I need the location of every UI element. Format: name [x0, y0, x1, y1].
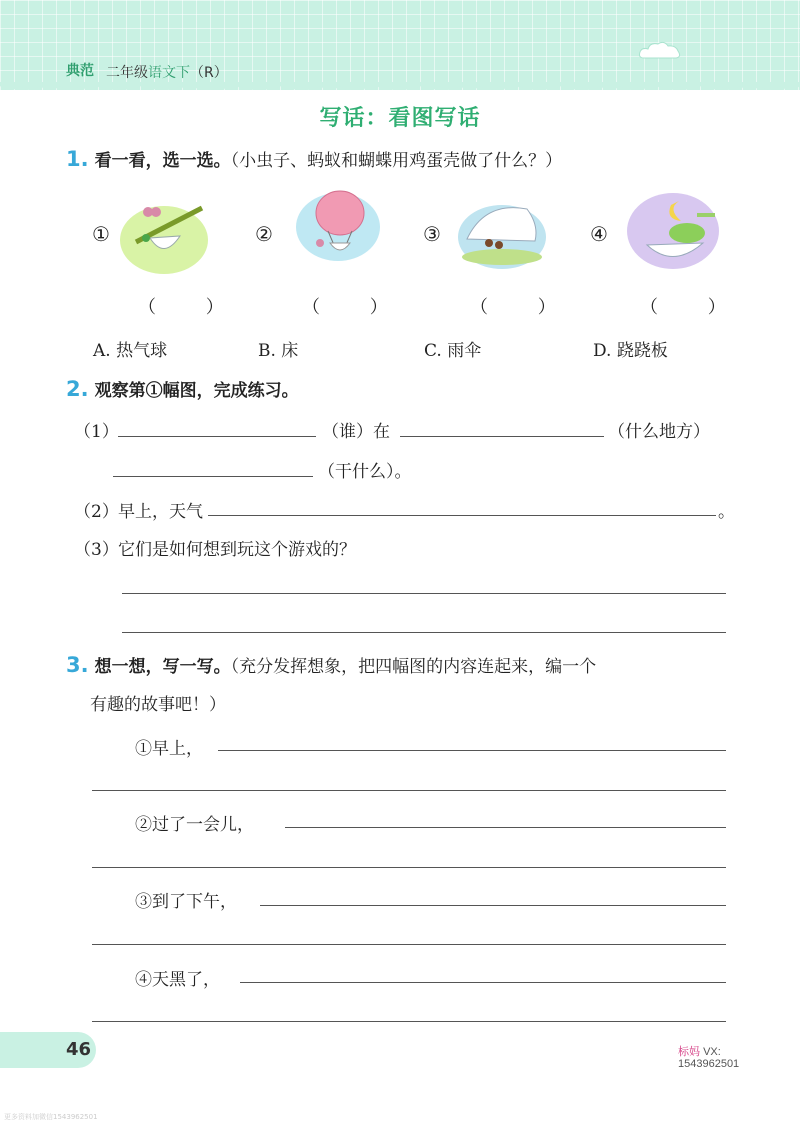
- q2-s2-blank[interactable]: [208, 515, 716, 516]
- picture-4-label: ④: [590, 222, 608, 246]
- q3-prompt-1: ①早上，: [135, 739, 203, 759]
- q2-s1-number: （1）: [74, 422, 119, 442]
- answer-blank-2[interactable]: （ ）: [302, 297, 410, 318]
- page-number-tab: [0, 1032, 96, 1068]
- cloud-icon: [638, 40, 682, 62]
- q2-title: 观察第①幅图，完成练习。: [94, 381, 299, 401]
- q3-number: 3.: [66, 653, 89, 677]
- footer-tiny-text: 更多资料加微信1543962501: [4, 1113, 98, 1121]
- q3-prompt-2: ②过了一会儿，: [135, 815, 254, 835]
- q3-prompt-3: ③到了下午，: [135, 892, 237, 912]
- subject-label: 语文下: [148, 65, 190, 81]
- option-d: D. 跷跷板: [593, 341, 668, 361]
- q3-heading: [66, 652, 596, 677]
- q3-line-2b[interactable]: [92, 867, 726, 868]
- watermark-vx: VX:: [703, 1046, 721, 1058]
- option-b: B. 床: [258, 341, 299, 361]
- answer-blank-3[interactable]: （ ）: [470, 297, 578, 318]
- q2-s1-who-blank[interactable]: [118, 436, 316, 437]
- q2-heading: [66, 376, 299, 401]
- q1-number: 1.: [66, 147, 89, 171]
- q2-s3-text: 它们是如何想到玩这个游戏的？: [118, 540, 356, 560]
- grade-subject: [106, 62, 228, 82]
- picture-3-label: ③: [423, 222, 441, 246]
- q2-s1-what-blank[interactable]: [113, 476, 313, 477]
- q2-s1-what-label: （干什么）。: [318, 462, 412, 482]
- q3-title: 想一想，写一写。: [94, 657, 231, 677]
- q2-number: 2.: [66, 377, 89, 401]
- q2-s2-number: （2）: [74, 502, 119, 522]
- answer-blank-1[interactable]: （ ）: [138, 297, 246, 318]
- q2-s3-number: （3）: [74, 540, 119, 560]
- q1-heading: [66, 146, 562, 171]
- page-title: 写话：看图写话: [319, 106, 481, 131]
- seesaw-picture: [118, 190, 210, 276]
- page-number: 46: [66, 1039, 92, 1060]
- q2-s1-who-label: （谁）在: [322, 422, 390, 442]
- header-wave-divider: [0, 82, 800, 96]
- q2-s1-where-label: （什么地方）: [608, 422, 710, 442]
- q3-prompt-3-blank[interactable]: [260, 905, 726, 906]
- q3-hint-line-1: （充分发挥想象，把四幅图的内容连起来，编一个: [230, 657, 597, 677]
- q1-hint: （小虫子、蚂蚁和蝴蝶用鸡蛋壳做了什么？）: [230, 151, 563, 171]
- q3-prompt-2-blank[interactable]: [285, 827, 726, 828]
- q3-prompt-4-blank[interactable]: [240, 982, 726, 983]
- hot-air-balloon-picture: [290, 183, 380, 273]
- picture-1-label: ①: [92, 222, 110, 246]
- q3-line-1b[interactable]: [92, 790, 726, 791]
- q3-prompt-4: ④天黑了，: [135, 970, 220, 990]
- q3-hint-line-2: 有趣的故事吧！）: [90, 695, 226, 715]
- answer-blank-4[interactable]: （ ）: [640, 297, 748, 318]
- watermark-id: 1543962501: [678, 1058, 740, 1070]
- q2-s2-text: 早上，天气: [118, 502, 203, 522]
- q2-s2-end: 。: [718, 502, 735, 522]
- q2-s3-answer-line-1[interactable]: [122, 593, 726, 594]
- watermark-brand: 标妈: [678, 1046, 700, 1058]
- q2-s1-where-blank[interactable]: [400, 436, 604, 437]
- series-logo: 典范: [66, 63, 94, 79]
- q3-line-4b[interactable]: [92, 1021, 726, 1022]
- q1-title: 看一看，选一选。: [94, 151, 231, 171]
- option-a: A. 热气球: [93, 341, 168, 361]
- picture-2-label: ②: [255, 222, 273, 246]
- edition-label: （R）: [190, 65, 228, 81]
- umbrella-picture: [455, 195, 549, 275]
- q3-prompt-1-blank[interactable]: [218, 750, 726, 751]
- option-c: C. 雨伞: [424, 341, 482, 361]
- bed-picture: [625, 187, 721, 275]
- q2-s3-answer-line-2[interactable]: [122, 632, 726, 633]
- watermark: [678, 1046, 739, 1070]
- grade-prefix: 二年级: [106, 65, 148, 81]
- q3-line-3b[interactable]: [92, 944, 726, 945]
